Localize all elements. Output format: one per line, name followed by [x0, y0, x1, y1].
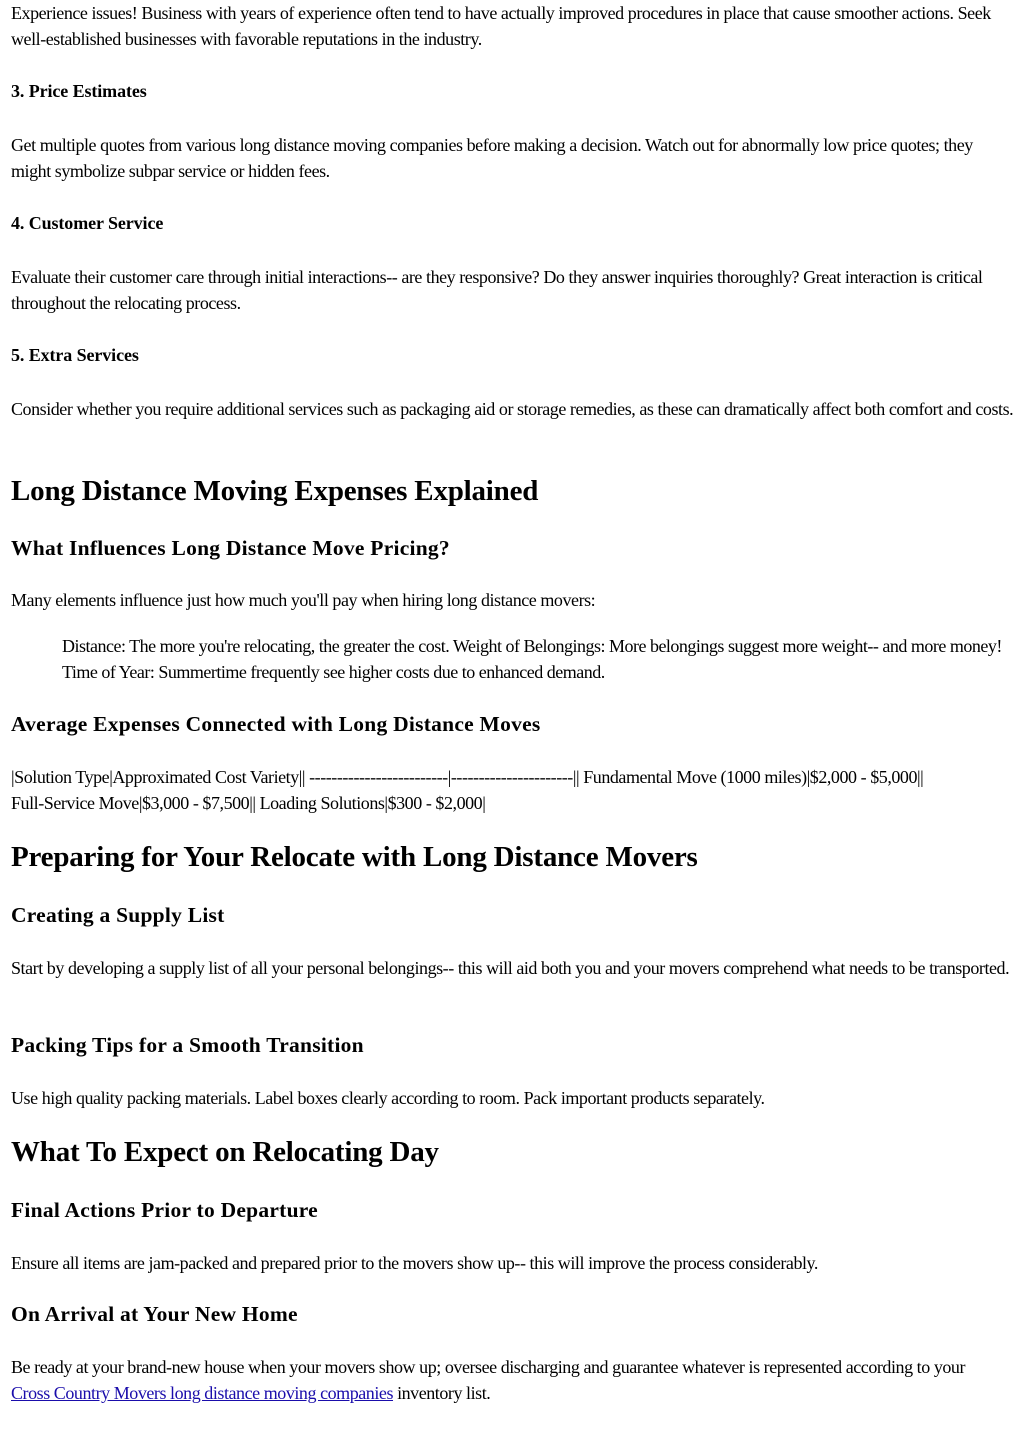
- arrival-body: [11, 1354, 1001, 1406]
- influences-intro: Many elements influence just how much you'll pay when hiring long distance movers:: [11, 590, 596, 610]
- expenses-heading: Long Distance Moving Expenses Explained: [11, 475, 539, 507]
- intro-paragraph: Experience issues! Business with years of experience often tend to have actually improved procedures in place that cause smoother actions. Seek well-established businesses with favorable reputations in the industry.: [11, 3, 991, 49]
- average-expenses-heading: Average Expenses Connected with Long Distance Moves: [11, 712, 541, 736]
- arrival-body-start: Be ready at your brand-new house when your movers show up; oversee discharging and guarantee whatever is represented according to your: [11, 1357, 966, 1377]
- customer-service-heading: 4. Customer Service: [11, 213, 164, 233]
- final-actions-body: Ensure all items are jam-packed and prepared prior to the movers show up-- this will improve the process considerably.: [11, 1253, 818, 1273]
- arrival-heading: On Arrival at Your New Home: [11, 1302, 298, 1326]
- customer-service-body: Evaluate their customer care through initial interactions-- are they responsive? Do they answer inquiries thoroughly? Great interaction is critical throughout the relocating process.: [11, 267, 983, 313]
- arrival-body-end: inventory list.: [393, 1383, 491, 1403]
- price-estimates-body: Get multiple quotes from various long distance moving companies before making a decision. Watch out for abnormally low price quotes; they might symbolize subpar service or hidden fees.: [11, 135, 973, 181]
- extra-services-heading: 5. Extra Services: [11, 345, 139, 365]
- average-expenses-table-text: |Solution Type|Approximated Cost Variety|| -------------------------|----------------------|| Fundamental Move (1000 miles)|$2,000 - $5,000|| Full-Service Move|$3,000 - $7,500|| Loading Solutions|$300 - $2,000|: [11, 767, 924, 813]
- supply-list-body: Start by developing a supply list of all your personal belongings-- this will aid both you and your movers comprehend what needs to be transported.: [11, 958, 1010, 978]
- final-actions-heading: Final Actions Prior to Departure: [11, 1198, 318, 1222]
- extra-services-body: Consider whether you require additional services such as packaging aid or storage remedies, as these can dramatically affect both comfort and costs.: [11, 399, 1014, 419]
- relocating-day-heading: What To Expect on Relocating Day: [11, 1136, 439, 1168]
- cross-country-movers-link[interactable]: Cross Country Movers long distance moving companies: [11, 1383, 394, 1403]
- supply-list-heading: Creating a Supply List: [11, 903, 225, 927]
- price-estimates-heading: 3. Price Estimates: [11, 81, 147, 101]
- packing-tips-body: Use high quality packing materials. Label boxes clearly according to room. Pack important products separately.: [11, 1088, 765, 1108]
- influences-heading: What Influences Long Distance Move Pricing?: [11, 536, 450, 560]
- packing-tips-heading: Packing Tips for a Smooth Transition: [11, 1033, 364, 1057]
- preparing-heading: Preparing for Your Relocate with Long Distance Movers: [11, 841, 698, 873]
- influences-quote: Distance: The more you're relocating, the greater the cost. Weight of Belongings: More belongings suggest more weight-- and more money! Time of Year: Summertime frequently see higher costs due to enhanced demand.: [62, 636, 1002, 682]
